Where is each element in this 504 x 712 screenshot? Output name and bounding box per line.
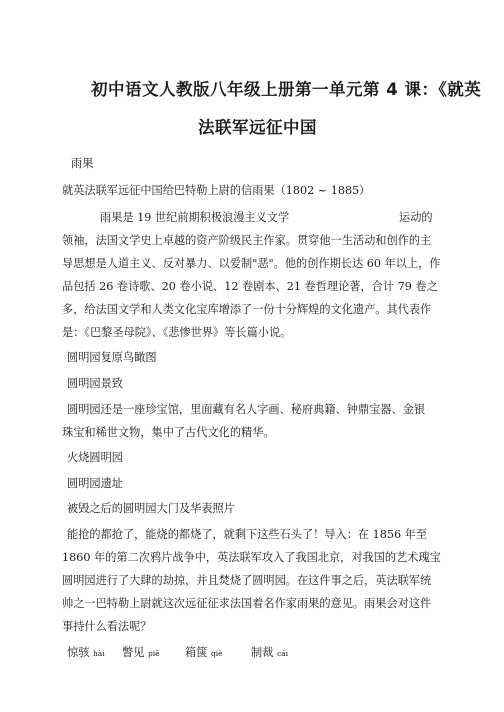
image-caption-ruins: 圆明园遗址 xyxy=(67,477,123,490)
image-caption-birdseye: 圆明园复原鸟瞰图 xyxy=(67,351,157,364)
bio-line-6: 是：《巴黎圣母院》、《悲惨世界》等长篇小说。 xyxy=(62,326,292,339)
vocab-word: 惊骇 xyxy=(67,646,90,659)
letter-heading: 就英法联军远征中国给巴特勒上尉的信雨果（1802 ~ 1885） xyxy=(62,184,371,197)
image-caption-burning: 火烧圆明园 xyxy=(67,451,123,464)
vocab-word: 箱箧 xyxy=(185,646,208,659)
treasure-line-1: 圆明园还是一座珍宝馆，里面藏有名人字画、秘府典籍、钟鼎宝器、金银 xyxy=(67,403,426,416)
document-title-line-2: 法联军远征中国 xyxy=(198,118,317,137)
image-caption-gate: 被毁之后的圆明园大门及华表照片 xyxy=(67,502,235,515)
bio-line-3: 导思想是人道主义、反对暴力、以爱制"恶"。他的创作期长达 60 年以上，作 xyxy=(62,257,441,270)
treasure-line-2: 珠宝和稀世文物，集中了古代文化的精华。 xyxy=(62,426,275,439)
bio-line-5: 多，给法国文学和人类文化宝库增添了一份十分辉煌的文化遗产。其代表作 xyxy=(62,303,432,316)
intro-line-2: 1860 年的第二次鸦片战争中，英法联军攻入了我国北京，对我国的艺术瑰宝 xyxy=(62,551,441,564)
vocab-word: 瞥见 xyxy=(122,646,145,659)
intro-line-5: 事持什么看法呢？ xyxy=(62,620,152,633)
intro-line-1: 能抢的都抢了，能烧的都烧了，就剩下这些石头了！导入：在 1856 年至 xyxy=(67,528,428,541)
bio-line-4: 品包括 26 卷诗歌、20 卷小说、12 卷剧本、21 卷哲理论著，合计 79 卷之 xyxy=(62,280,438,293)
intro-line-4: 帅之一巴特勒上尉就这次远征征求法国着名作家雨果的意见。雨果会对这件 xyxy=(62,597,432,610)
image-caption-scenery: 圆明园景致 xyxy=(67,377,123,390)
vocab-pinyin: qiè xyxy=(210,649,223,658)
vocab-pinyin: hài xyxy=(92,649,105,658)
vocab-item xyxy=(251,645,288,661)
author-name: 雨果 xyxy=(71,157,94,170)
bio-line-1-end: 运动的 xyxy=(399,211,433,224)
document-title-line-1: 初中语文人教版八年级上册第一单元第 4 课：《就英 xyxy=(91,80,482,99)
bio-line-2: 领袖，法国文学史上卓越的资产阶级民主作家。贯穿他一生活动和创作的主 xyxy=(62,234,432,247)
intro-line-3: 圆明园进行了大肆的劫掠，并且焚烧了圆明园。在这件事之后，英法联军统 xyxy=(62,574,432,587)
vocab-item xyxy=(122,645,160,661)
vocab-pinyin: piē xyxy=(147,649,160,658)
bio-line-1: 雨果是 19 世纪前期积极浪漫主义文学 xyxy=(100,211,290,224)
vocab-item xyxy=(185,645,223,661)
vocab-pinyin: cái xyxy=(276,649,289,658)
vocab-word: 制裁 xyxy=(251,646,274,659)
vocab-item xyxy=(67,645,105,661)
